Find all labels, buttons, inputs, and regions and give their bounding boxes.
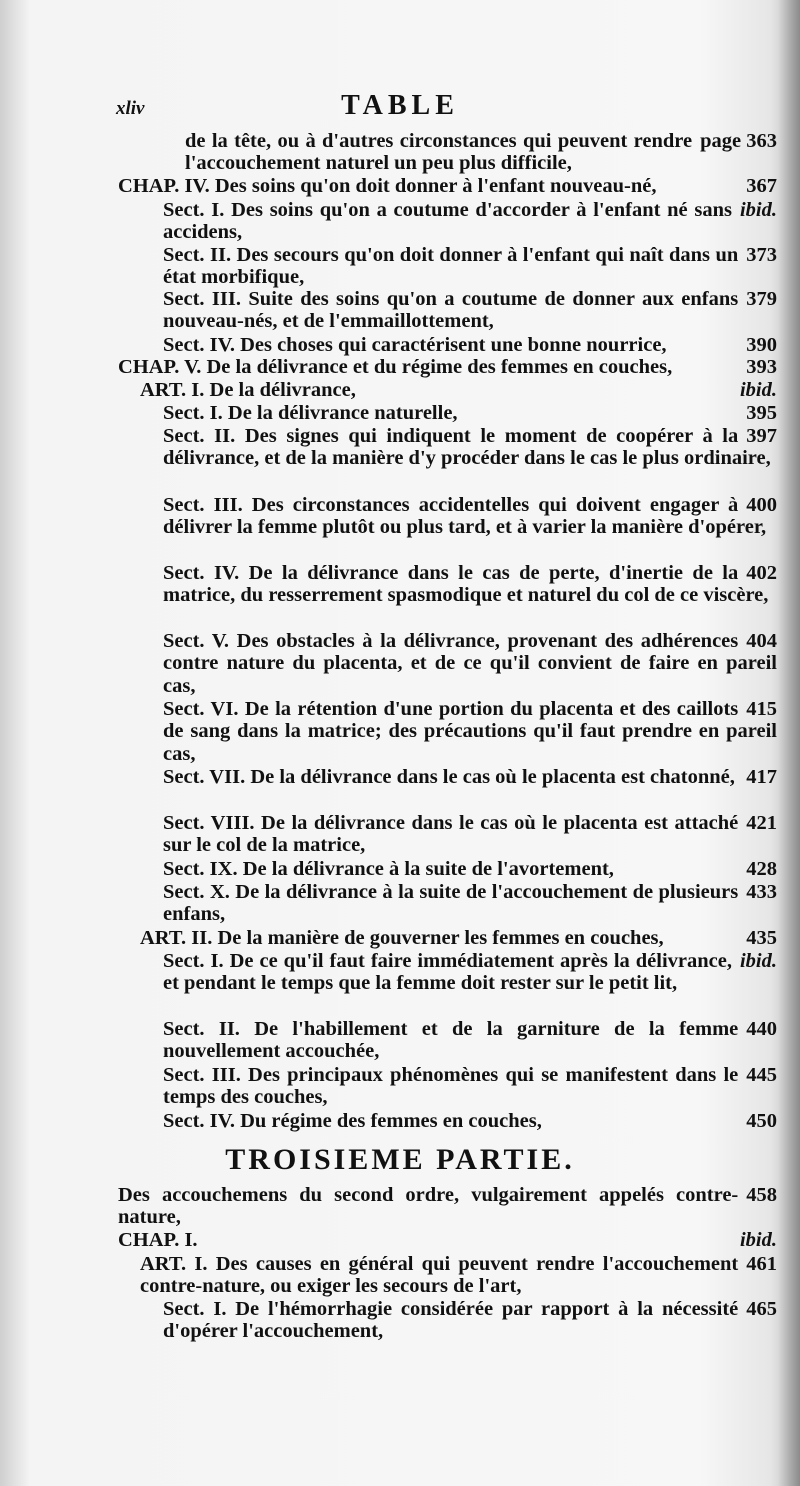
toc-text: De la délivrance dans le cas où le placenta est chatonné,	[250, 766, 735, 788]
toc-entry	[163, 244, 777, 289]
toc-entry	[118, 1229, 777, 1251]
toc-label: Sect. I.	[163, 950, 224, 972]
toc-label: Sect. II.	[163, 425, 236, 447]
toc-entry	[163, 1018, 777, 1063]
toc-label: Sect. III.	[163, 1064, 241, 1086]
toc-page: 433	[746, 881, 777, 903]
toc-label: CHAP. IV.	[118, 175, 210, 197]
toc-entry	[163, 562, 777, 607]
toc-page: page 363	[700, 130, 777, 152]
toc-label: Sect. II.	[163, 244, 232, 266]
toc-page: 450	[746, 1110, 777, 1132]
toc-text: De la rétention d'une portion du placenta et des caillots de sang dans la matrice; des précautions qu'il faut prendre en pareil cas,	[163, 698, 777, 765]
toc-page: 415	[746, 698, 777, 720]
toc-entry	[163, 950, 777, 995]
toc-page: 421	[746, 812, 777, 834]
toc-page: ibid.	[739, 379, 777, 401]
toc-entry	[118, 1184, 777, 1229]
toc-page: 428	[746, 858, 777, 880]
toc-entry	[163, 1110, 777, 1132]
toc-page: 435	[746, 927, 777, 949]
toc-label: Sect. II.	[163, 1018, 240, 1040]
toc-text: Des choses qui caractérisent une bonne nourrice,	[240, 334, 667, 356]
toc-entry	[163, 402, 777, 424]
toc-entry	[163, 494, 777, 539]
running-title: TABLE	[341, 90, 459, 121]
toc-text: De la délivrance,	[209, 379, 356, 401]
toc-text: De la délivrance dans le cas de perte, d'inertie de la matrice, du resserrement spasmodique et naturel du col de ce viscère,	[163, 562, 769, 607]
toc-entry	[140, 1253, 777, 1298]
toc-page: 390	[746, 334, 777, 356]
toc-text: Des principaux phénomènes qui se manifestent dans le temps des couches,	[163, 1064, 739, 1109]
toc-text: Des soins qu'on a coutume d'accorder à l'enfant né sans accidens,	[163, 199, 732, 244]
toc-label: ART. II.	[140, 927, 213, 949]
toc-text: Des circonstances accidentelles qui doivent engager à délivrer la femme plutôt ou plus tard, et à varier la manière d'opérer,	[163, 494, 767, 539]
toc-page: 465	[746, 1298, 777, 1320]
toc-label: Sect. X.	[163, 881, 230, 903]
toc-page: 400	[746, 494, 777, 516]
toc-entry	[163, 881, 777, 926]
toc-entry	[163, 334, 777, 356]
toc-text: De la délivrance à la suite de l'accouchement de plusieurs enfans,	[163, 881, 739, 926]
toc-page: 379	[746, 288, 777, 310]
toc-text: Des accouchemens du second ordre, vulgairement appelés contre-nature,	[118, 1184, 739, 1229]
toc-entry	[163, 1064, 777, 1109]
toc-entry	[140, 927, 777, 949]
toc-page: ibid.	[739, 199, 777, 221]
toc-page: 402	[746, 562, 777, 584]
toc-page: 373	[746, 244, 777, 266]
toc-label: Sect. III.	[163, 494, 243, 516]
toc-page: 445	[746, 1064, 777, 1086]
toc-entry	[118, 175, 777, 197]
toc-entry	[163, 199, 777, 244]
toc-label: CHAP. V.	[118, 356, 202, 378]
toc-label: Sect. I.	[163, 1298, 227, 1320]
toc-page: 404	[746, 630, 777, 652]
toc-page: 397	[746, 425, 777, 447]
page-header	[0, 90, 800, 124]
toc-text: De la délivrance et du régime des femmes en couches,	[206, 356, 673, 378]
toc-entry	[118, 356, 777, 378]
toc-text: Des signes qui indiquent le moment de coopérer à la délivrance, et de la manière d'y procéder dans le cas le plus ordinaire,	[163, 425, 771, 470]
toc-label: Sect. IV.	[163, 562, 240, 584]
toc-text: Des causes en général qui peuvent rendre l'accouchement contre-nature, ou exiger les secours de l'art,	[140, 1253, 739, 1298]
toc-label: Sect. V.	[163, 630, 230, 652]
toc-page: 417	[746, 766, 777, 788]
toc-text: De la délivrance à la suite de l'avortement,	[242, 858, 614, 880]
toc-entry	[163, 630, 777, 697]
toc-label: Sect. I.	[163, 402, 223, 424]
toc-page: 393	[746, 356, 777, 378]
toc-entry	[163, 698, 777, 765]
toc-label: ART. I.	[140, 379, 205, 401]
toc-label: Sect. VII.	[163, 766, 246, 788]
toc-label: Sect. IV.	[163, 1110, 235, 1132]
toc-text: De l'hémorrhagie considérée par rapport à la nécessité d'opérer l'accouchement,	[163, 1298, 739, 1343]
toc-page: 458	[746, 1184, 777, 1206]
toc-label: Sect. VIII.	[163, 812, 255, 834]
toc-text: De la manière de gouverner les femmes en couches,	[217, 927, 664, 949]
toc-entry	[163, 288, 777, 333]
toc-text: de la tête, ou à d'autres circonstances qui peuvent rendre l'accouchement naturel un peu plus difficile,	[185, 130, 693, 175]
toc-label: Sect. VI.	[163, 698, 239, 720]
toc-page: ibid.	[739, 950, 777, 972]
toc-page: 367	[746, 175, 777, 197]
toc-label: Sect. IX.	[163, 858, 238, 880]
toc-label: CHAP. I.	[118, 1229, 198, 1251]
toc-entry	[163, 425, 777, 470]
toc-page: ibid.	[739, 1229, 777, 1251]
toc-text: De l'habillement et de la garniture de la femme nouvellement accouchée,	[163, 1018, 739, 1063]
toc-text: Suite des soins qu'on a coutume de donner aux enfans nouveau-nés, et de l'emmaillottement,	[163, 288, 739, 333]
toc-text: Du régime des femmes en couches,	[240, 1110, 542, 1132]
toc-page: 461	[746, 1253, 777, 1275]
toc-label: Sect. I.	[163, 199, 225, 221]
toc-label: Sect. III.	[163, 288, 241, 310]
toc-entry	[185, 130, 777, 175]
toc-label: Sect. IV.	[163, 334, 235, 356]
toc-text: Des obstacles à la délivrance, provenant des adhérences contre nature du placenta, et de ce qu'il convient de faire en pareil cas,	[163, 630, 777, 697]
toc-label: ART. I.	[140, 1253, 208, 1275]
toc-text: De la délivrance naturelle,	[227, 402, 458, 424]
page-edge-shadow	[778, 0, 800, 1486]
toc-text: De ce qu'il faut faire immédiatement après la délivrance, et pendant le temps que la femme doit rester sur le petit lit,	[163, 950, 732, 995]
toc-entry	[140, 379, 777, 401]
toc-entry	[163, 1298, 777, 1343]
toc-page: 440	[746, 1018, 777, 1040]
page-folio: xliv	[116, 98, 145, 119]
toc-entry	[163, 858, 777, 880]
toc-entry	[163, 766, 777, 788]
toc-text: De la délivrance dans le cas où le placenta est attaché sur le col de la matrice,	[163, 812, 739, 857]
toc-page: 395	[746, 402, 777, 424]
toc-text: Des secours qu'on doit donner à l'enfant qui naît dans un état morbifique,	[163, 244, 739, 289]
toc-text: Des soins qu'on doit donner à l'enfant nouveau-né,	[214, 175, 657, 197]
toc-entry	[163, 812, 777, 857]
part-title: TROISIEME PARTIE.	[225, 1143, 575, 1176]
